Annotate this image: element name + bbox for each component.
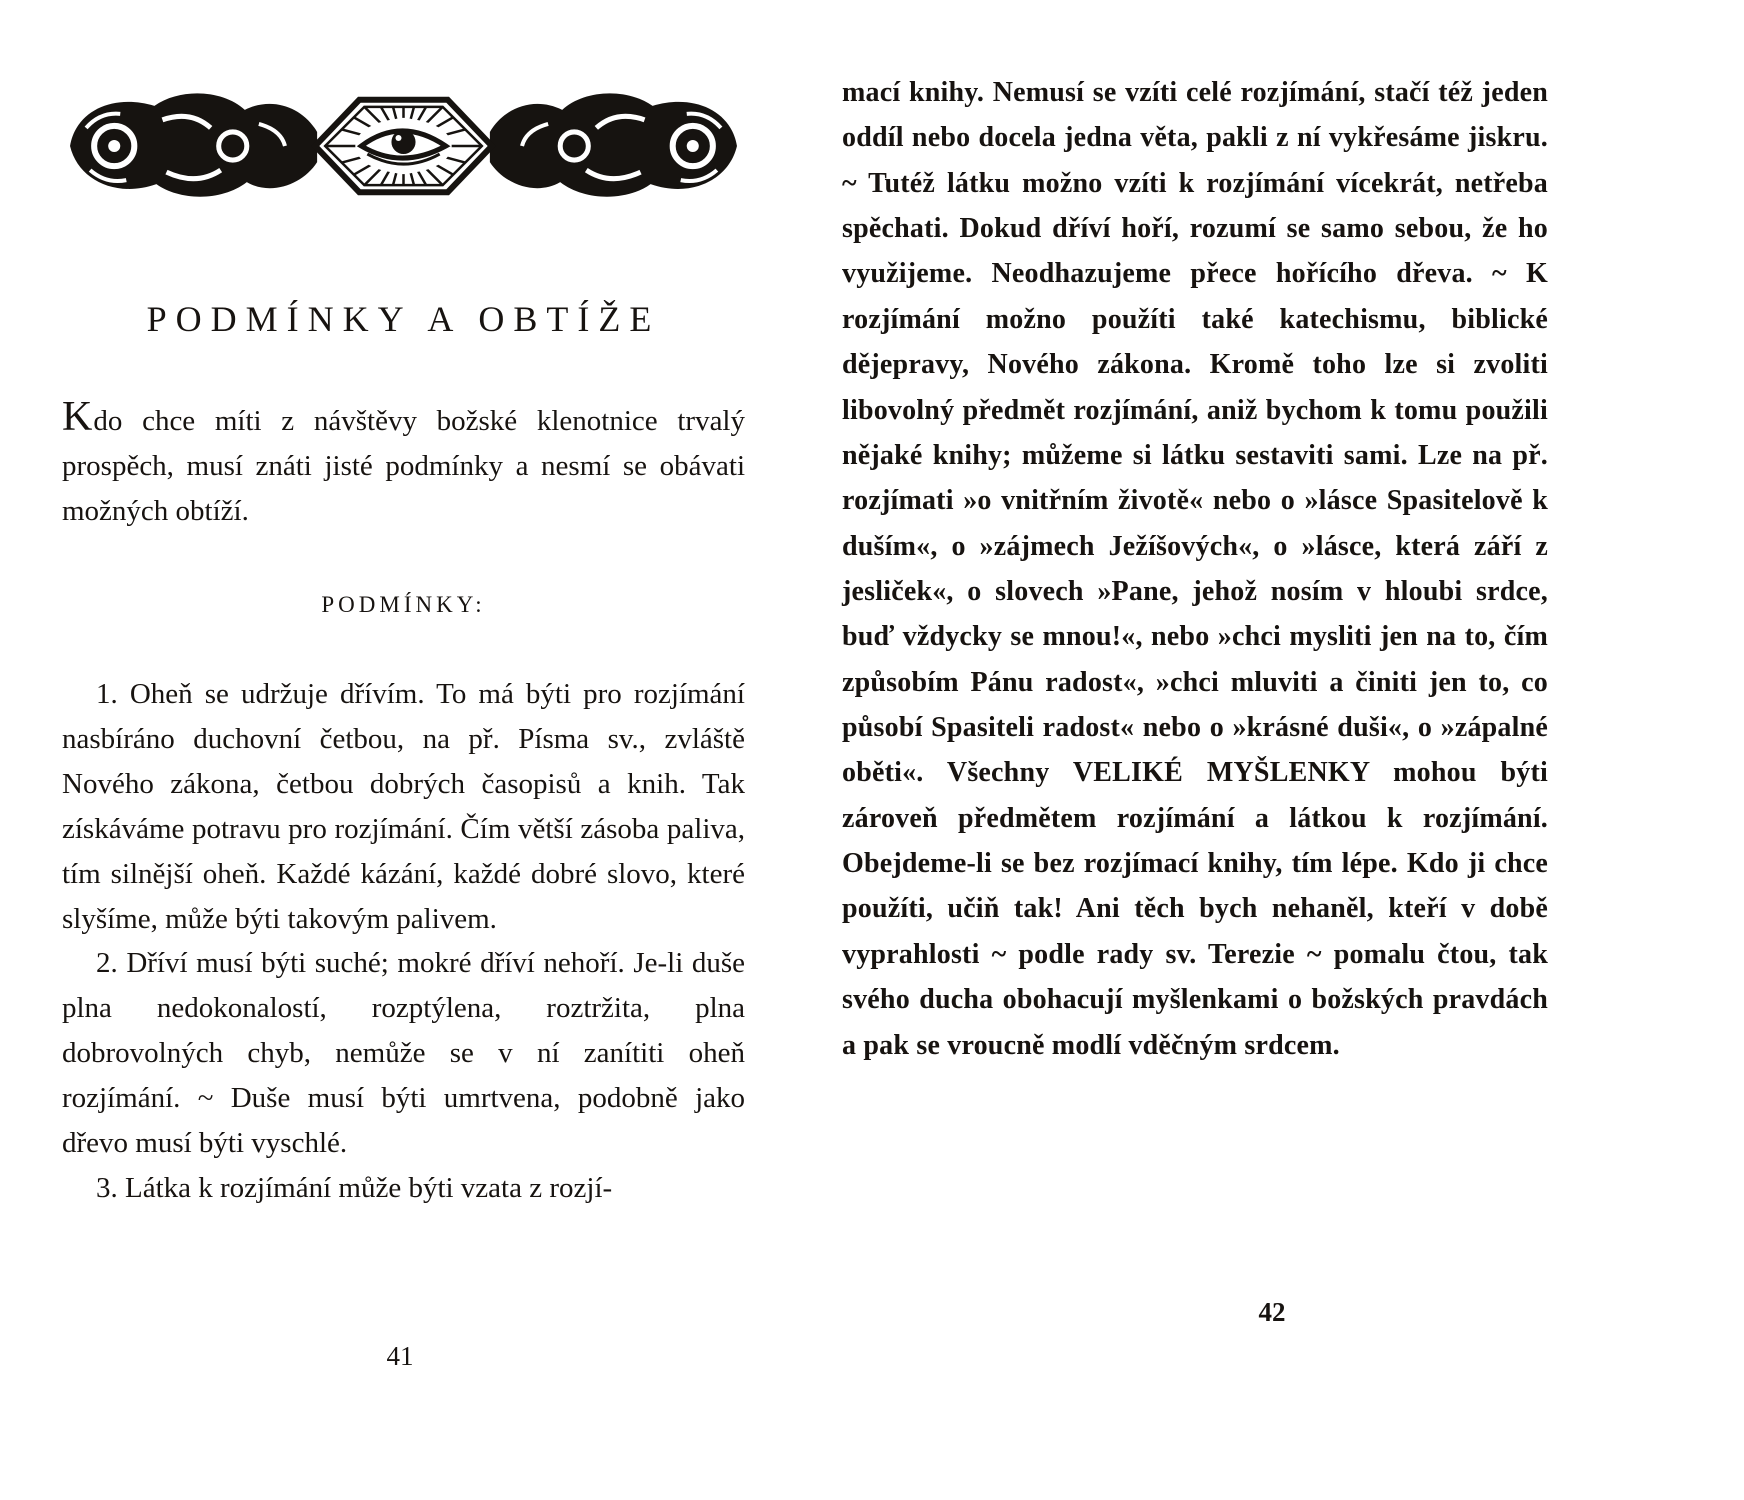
ornament-eye-svg [62, 78, 745, 214]
chapter-title: PODMÍNKY A OBTÍŽE [146, 299, 661, 339]
section-subheading: PODMÍNKY: [321, 591, 486, 617]
page-right [800, 0, 1744, 1500]
page-left [0, 0, 800, 1500]
drop-cap: K [62, 394, 94, 440]
page-number-left: 41 [386, 1341, 414, 1371]
ornament-eye-illustration [62, 78, 745, 214]
paragraph-3: 3. Látka k rozjímání může býti vzata z rozjí- [96, 1172, 613, 1205]
intro-paragraph [62, 396, 745, 534]
intro-text: do chce míti z návštěvy božské klenotnice trvalý prospěch, musí znáti jisté podmínky a nesmí se obávati možných obtíží. [62, 405, 745, 527]
continuation-text: mací knihy. Nemusí se vzíti celé rozjímání, stačí též jeden oddíl nebo docela jedna věta, pakli z ní vykřesáme jiskru. ~ Tutéž látku možno vzíti k rozjímání vícekrát, netřeba spěchati. Dokud dříví hoří, rozumí se samo sebou, že ho využijeme. Neodhazujeme přece hořícího dřeva. ~ K rozjímání možno použíti také katechismu, biblické dějepravy, Nového zákona. Kromě toho lze si zvoliti libovolný předmět rozjímání, aniž bychom k tomu použili nějaké knihy; můžeme si látku sestaviti sami. Lze na př. rozjímati »o vnitřním životě« nebo o »lásce Spasitelově k duším«, o »zájmech Ježíšových«, o »lásce, která září z jesliček«, o slovech »Pane, jehož nosím v hloubi srdce, buď vždycky se mnou!«, nebo »chci mysliti jen na to, čím způsobím Pánu radost«, »chci mluviti a činiti jen to, co působí Spasiteli radost« nebo o »krásné duši«, o »zápalné oběti«. Všechny VELIKÉ MYŠLENKY mohou býti zároveň předmětem rozjímání a látkou k rozjímání. Obejdeme-li se bez rozjímací knihy, tím lépe. Kdo ji chce použíti, učiň tak! Ani těch bych nehaněl, kteří v době vyprahlosti ~ podle rady sv. Terezie ~ pomalu čtou, tak svého ducha obohacují myšlenkami o božských pravdách a pak se vroucně modlí vděčným srdcem. [842, 77, 1548, 1061]
page-number-right: 42 [1258, 1297, 1286, 1327]
paragraph-2: 2. Dříví musí býti suché; mokré dříví nehoří. Je-li duše plna nedokonalostí, rozptýlena, roztržita, plna dobrovolných chyb, nemůže se v ní zanítiti oheň rozjímání. ~ Duše musí býti umrtvena, podobně jako dřevo musí býti vyschlé. [62, 947, 745, 1160]
paragraph-1: 1. Oheň se udržuje dřívím. To má býti pro rozjímání nasbíráno duchovní četbou, na př. Písma sv., zvláště Nového zákona, četbou dobrých časopisů a knih. Tak získáváme potravu pro rozjímání. Čím větší zásoba paliva, tím silnější oheň. Každé kázání, každé dobré slovo, které slyšíme, může býti takovým palivem. [62, 677, 745, 935]
